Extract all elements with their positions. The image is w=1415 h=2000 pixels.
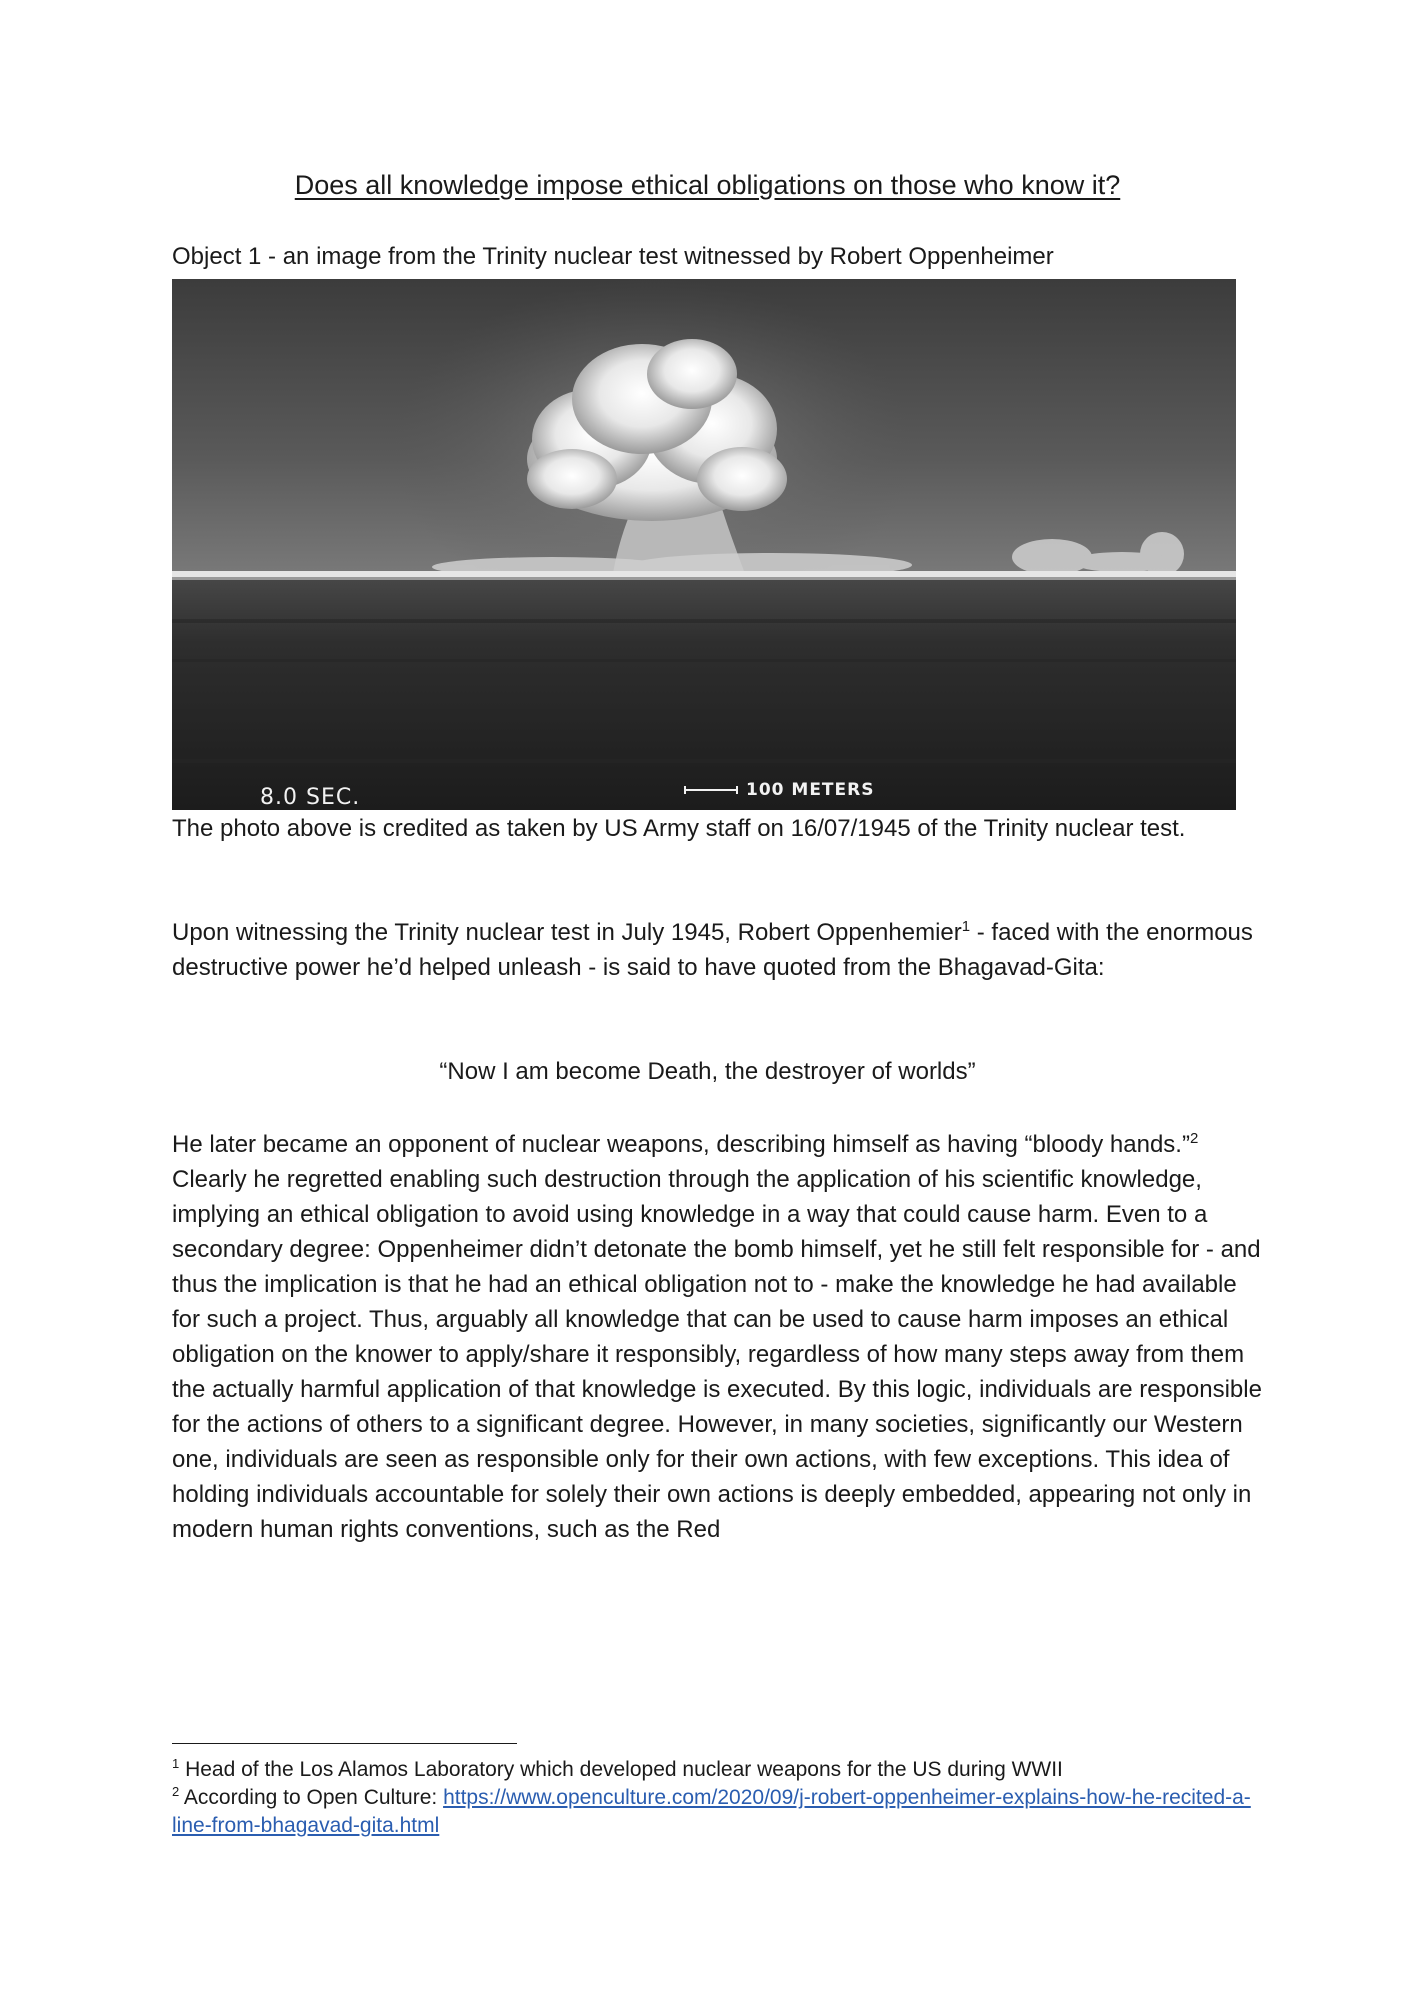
footnote-1-number: 1: [172, 1756, 180, 1771]
paragraph-1: [172, 915, 1262, 985]
footnote-1-text: Head of the Los Alamos Laboratory which developed nuclear weapons for the US during WWII: [185, 1758, 1063, 1781]
footnote-2-link[interactable]: https://www.openculture.com/2020/09/j-robert-oppenheimer-explains-how-he-recited-a-line-from-bhagavad-gita.html: [172, 1786, 1251, 1837]
paragraph-2-text-b: Clearly he regretted enabling such destruction through the application of his scientific knowledge, implying an ethical obligation to avoid using knowledge in a way that could cause harm. Even to a secondary degree: Oppenheimer didn’t detonate the bomb himself, yet he still felt responsible for - and thus the implication is that he had an ethical obligation not to - make the knowledge he had available for such a project. Thus, arguably all knowledge that can be used to cause harm imposes an ethical obligation on the knower to apply/share it responsibly, regardless of how many steps away from them the actually harmful application of that knowledge is executed. By this logic, individuals are responsible for the actions of others to a significant degree. However, in many societies, significantly our Western one, individuals are seen as responsible only for their own actions, with few exceptions. This idea of holding individuals accountable for solely their own actions is deeply embedded, appearing not only in modern human rights conventions, such as the Red: [172, 1166, 1262, 1543]
paragraph-1-text-a: Upon witnessing the Trinity nuclear test in July 1945, Robert Oppenhemier: [172, 919, 962, 946]
trinity-test-photo: [172, 279, 1236, 810]
object-label: Object 1 - an image from the Trinity nuclear test witnessed by Robert Oppenheimer: [172, 243, 1054, 270]
photo-caption: The photo above is credited as taken by US Army staff on 16/07/1945 of the Trinity nuclear test.: [172, 815, 1186, 842]
gita-quote: “Now I am become Death, the destroyer of worlds”: [439, 1058, 976, 1085]
photo-scale-text: 100 METERS: [746, 780, 875, 800]
footnote-ref-1[interactable]: 1: [961, 918, 971, 935]
photo-scale-label: [684, 780, 874, 800]
footnotes: [172, 1756, 1262, 1840]
footnote-divider: [172, 1743, 517, 1744]
trinity-photo-image: [172, 279, 1236, 810]
footnote-ref-2[interactable]: 2: [1189, 1130, 1199, 1147]
footnote-2-number: 2: [172, 1784, 180, 1799]
paragraph-2-text-a: He later became an opponent of nuclear weapons, describing himself as having “bloody hands.”: [172, 1131, 1190, 1158]
page-title: Does all knowledge impose ethical obligations on those who know it?: [294, 170, 1121, 200]
footnote-2: [172, 1784, 1262, 1840]
paragraph-2: [172, 1127, 1262, 1547]
footnote-1: [172, 1756, 1262, 1784]
paragraph-1-text-b: - faced with the enormous destructive power he’d helped unleash - is said to have quoted from the Bhagavad-Gita:: [172, 919, 1253, 981]
photo-time-label: 8.0 SEC.: [260, 785, 361, 810]
footnote-2-text: According to Open Culture:: [183, 1786, 444, 1809]
scale-bar-icon: [684, 786, 738, 794]
